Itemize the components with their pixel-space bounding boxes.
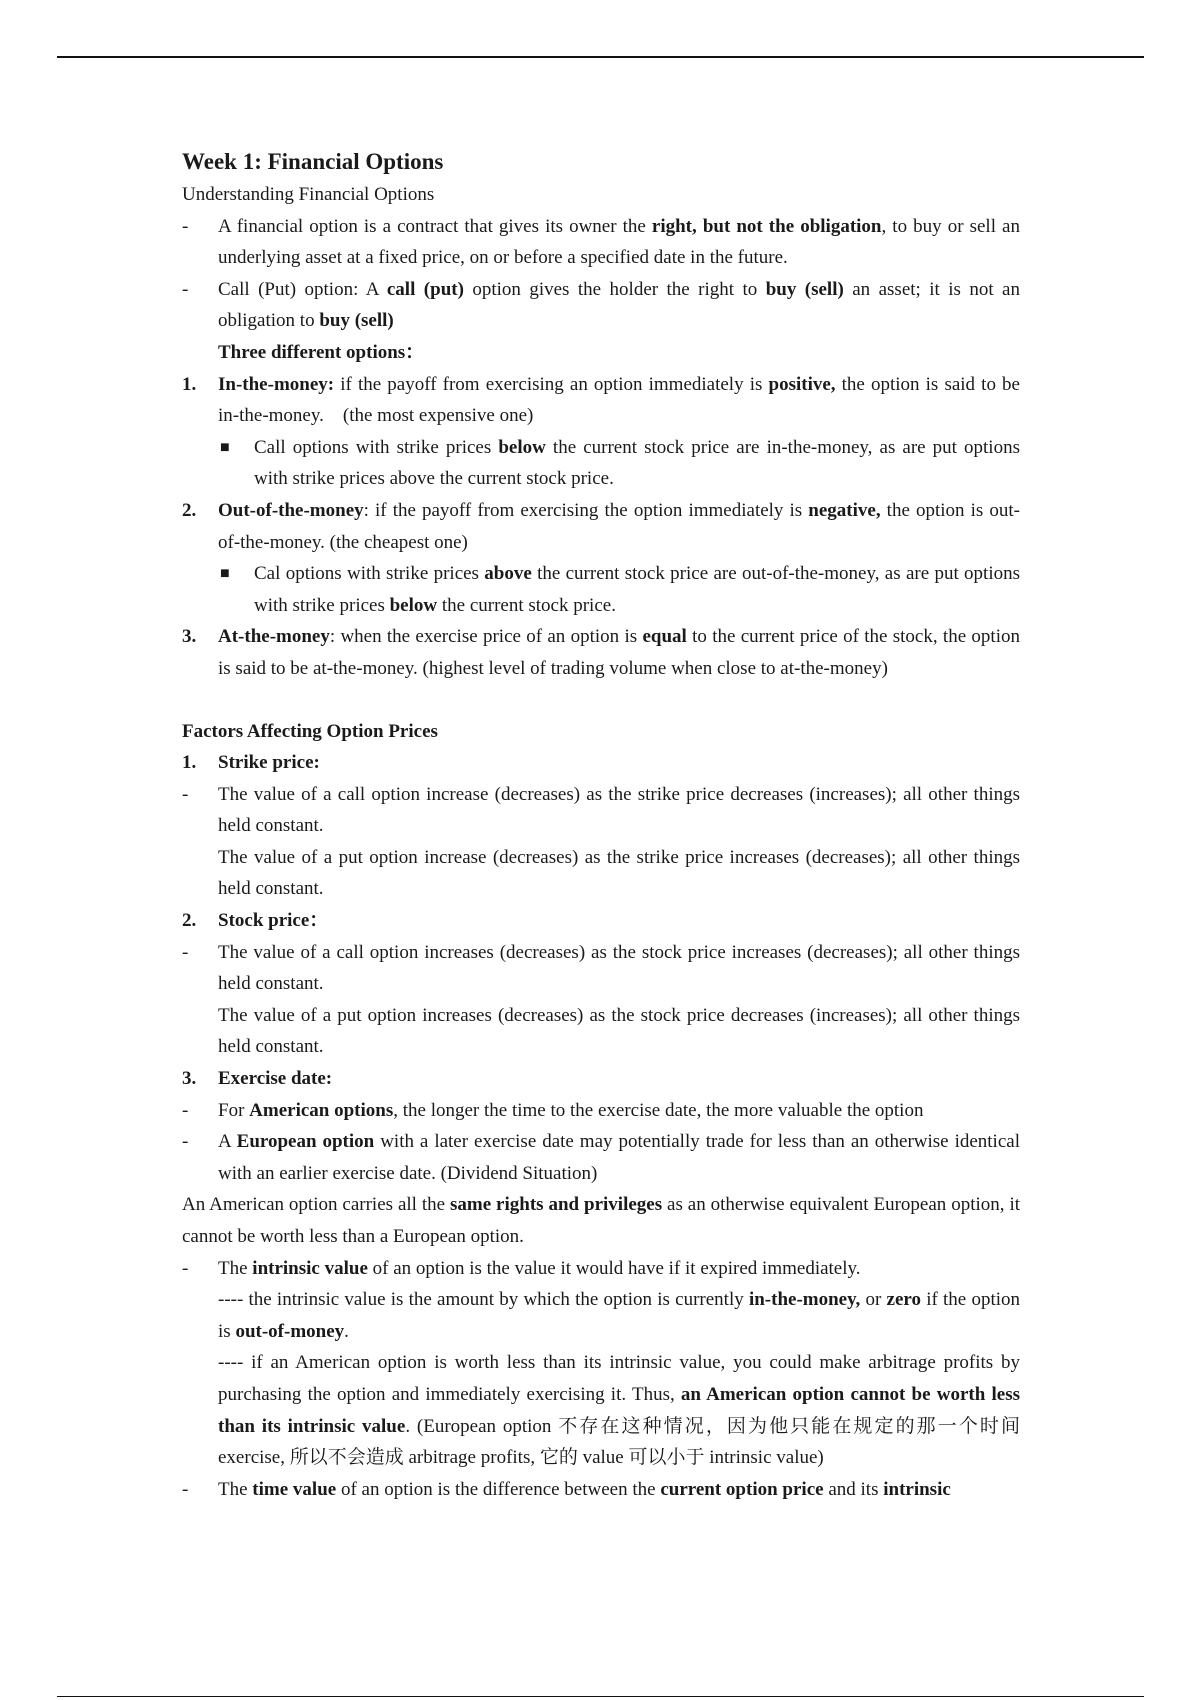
dash-bullet: - xyxy=(182,1099,189,1121)
list-item: - The time value of an option is the difference between the current option price and its intrinsic xyxy=(182,1474,1020,1506)
section-heading: Factors Affecting Option Prices xyxy=(182,720,438,742)
dash-bullet: - xyxy=(182,1257,189,1279)
dash-bullet: - xyxy=(182,215,189,237)
item-number: 1. xyxy=(182,752,197,774)
paragraph: The value of a put option increases (decreases) as the stock price decreases (increases); all other things held constant. xyxy=(218,1004,1020,1058)
item-number: 2. xyxy=(182,910,197,932)
paragraph: The value of a put option increase (decreases) as the strike price increases (decreases); all other things held constant. xyxy=(218,846,1020,900)
list-item: - The intrinsic value of an option is the value it would have if it expired immediately. xyxy=(182,1253,1020,1285)
item-number: 3. xyxy=(182,1068,197,1090)
list-item: - The value of a call option increase (decreases) as the strike price decreases (increases); all other things held constant. xyxy=(182,779,1020,842)
subheading: Three different options： xyxy=(218,341,425,363)
dash-bullet: - xyxy=(182,1131,189,1153)
spacer xyxy=(182,685,1020,716)
paragraph: An American option carries all the same rights and privileges as an otherwise equivalent European option, it cannot be worth less than a European option. xyxy=(182,1194,1020,1247)
numbered-item: 3. Exercise date: xyxy=(182,1063,1020,1095)
list-item: - The value of a call option increases (decreases) as the stock price increases (decreases); all other things held constant. xyxy=(182,937,1020,1000)
square-bullet-icon: ■ xyxy=(220,565,230,583)
list-item: - Call (Put) option: A call (put) option gives the holder the right to buy (sell) an asset; it is not an obligation to buy (sell) xyxy=(182,274,1020,337)
list-item: - A financial option is a contract that gives its owner the right, but not the obligation, to buy or sell an underlying asset at a fixed price, on or before a specified date in the future. xyxy=(182,211,1020,274)
paragraph: ---- the intrinsic value is the amount by which the option is currently in-the-money, or zero if the option is out-of-money. xyxy=(218,1289,1021,1342)
square-bullet-item: ■ Call options with strike prices below the current stock price are in-the-money, as are put options with strike prices above the current stock price. xyxy=(182,432,1020,495)
list-item: - For American options, the longer the time to the exercise date, the more valuable the option xyxy=(182,1095,1020,1127)
numbered-item: 2. Out-of-the-money: if the payoff from exercising the option immediately is negative, the option is out-of-the-money. (the cheapest one) xyxy=(182,495,1020,558)
dash-bullet: - xyxy=(182,941,189,963)
square-bullet-icon: ■ xyxy=(220,438,230,456)
paragraph: ---- if an American option is worth less than its intrinsic value, you could make arbitrage profits by purchasing the option and immediately exercising it. Thus, an American option cannot be worth less than its intrinsic value. (European option 不存在这种情况，因为他只能在规定的那一个时间 exercise, 所以不会造成 arbitrage profits, 它的 value 可以小于 intrinsic value) xyxy=(218,1352,1020,1469)
square-bullet-item: ■ Cal options with strike prices above the current stock price are out-of-the-money, as are put options with strike prices below the current stock price. xyxy=(182,558,1020,621)
dash-bullet: - xyxy=(182,783,189,805)
dash-bullet: - xyxy=(182,278,189,300)
page-title: Week 1: Financial Options xyxy=(182,149,444,174)
numbered-item: 1. In-the-money: if the payoff from exercising an option immediately is positive, the option is said to be in-the-money. (the most expensive one) xyxy=(182,369,1020,432)
numbered-item: 2. Stock price： xyxy=(182,905,1020,937)
numbered-item: 3. At-the-money: when the exercise price of an option is equal to the current price of the stock, the option is said to be at-the-money. (highest level of trading volume when close to at-the-money) xyxy=(182,621,1020,684)
header-rule xyxy=(57,56,1144,58)
item-number: 1. xyxy=(182,373,197,395)
section-subtitle: Understanding Financial Options xyxy=(182,184,435,205)
list-item: - A European option with a later exercise date may potentially trade for less than an otherwise identical with an earlier exercise date. (Dividend Situation) xyxy=(182,1126,1020,1189)
document-body xyxy=(182,145,1020,1505)
dash-bullet: - xyxy=(182,1478,189,1500)
numbered-item: 1. Strike price: xyxy=(182,747,1020,779)
footer-rule xyxy=(57,1696,1144,1697)
item-number: 2. xyxy=(182,499,197,521)
item-number: 3. xyxy=(182,626,197,648)
